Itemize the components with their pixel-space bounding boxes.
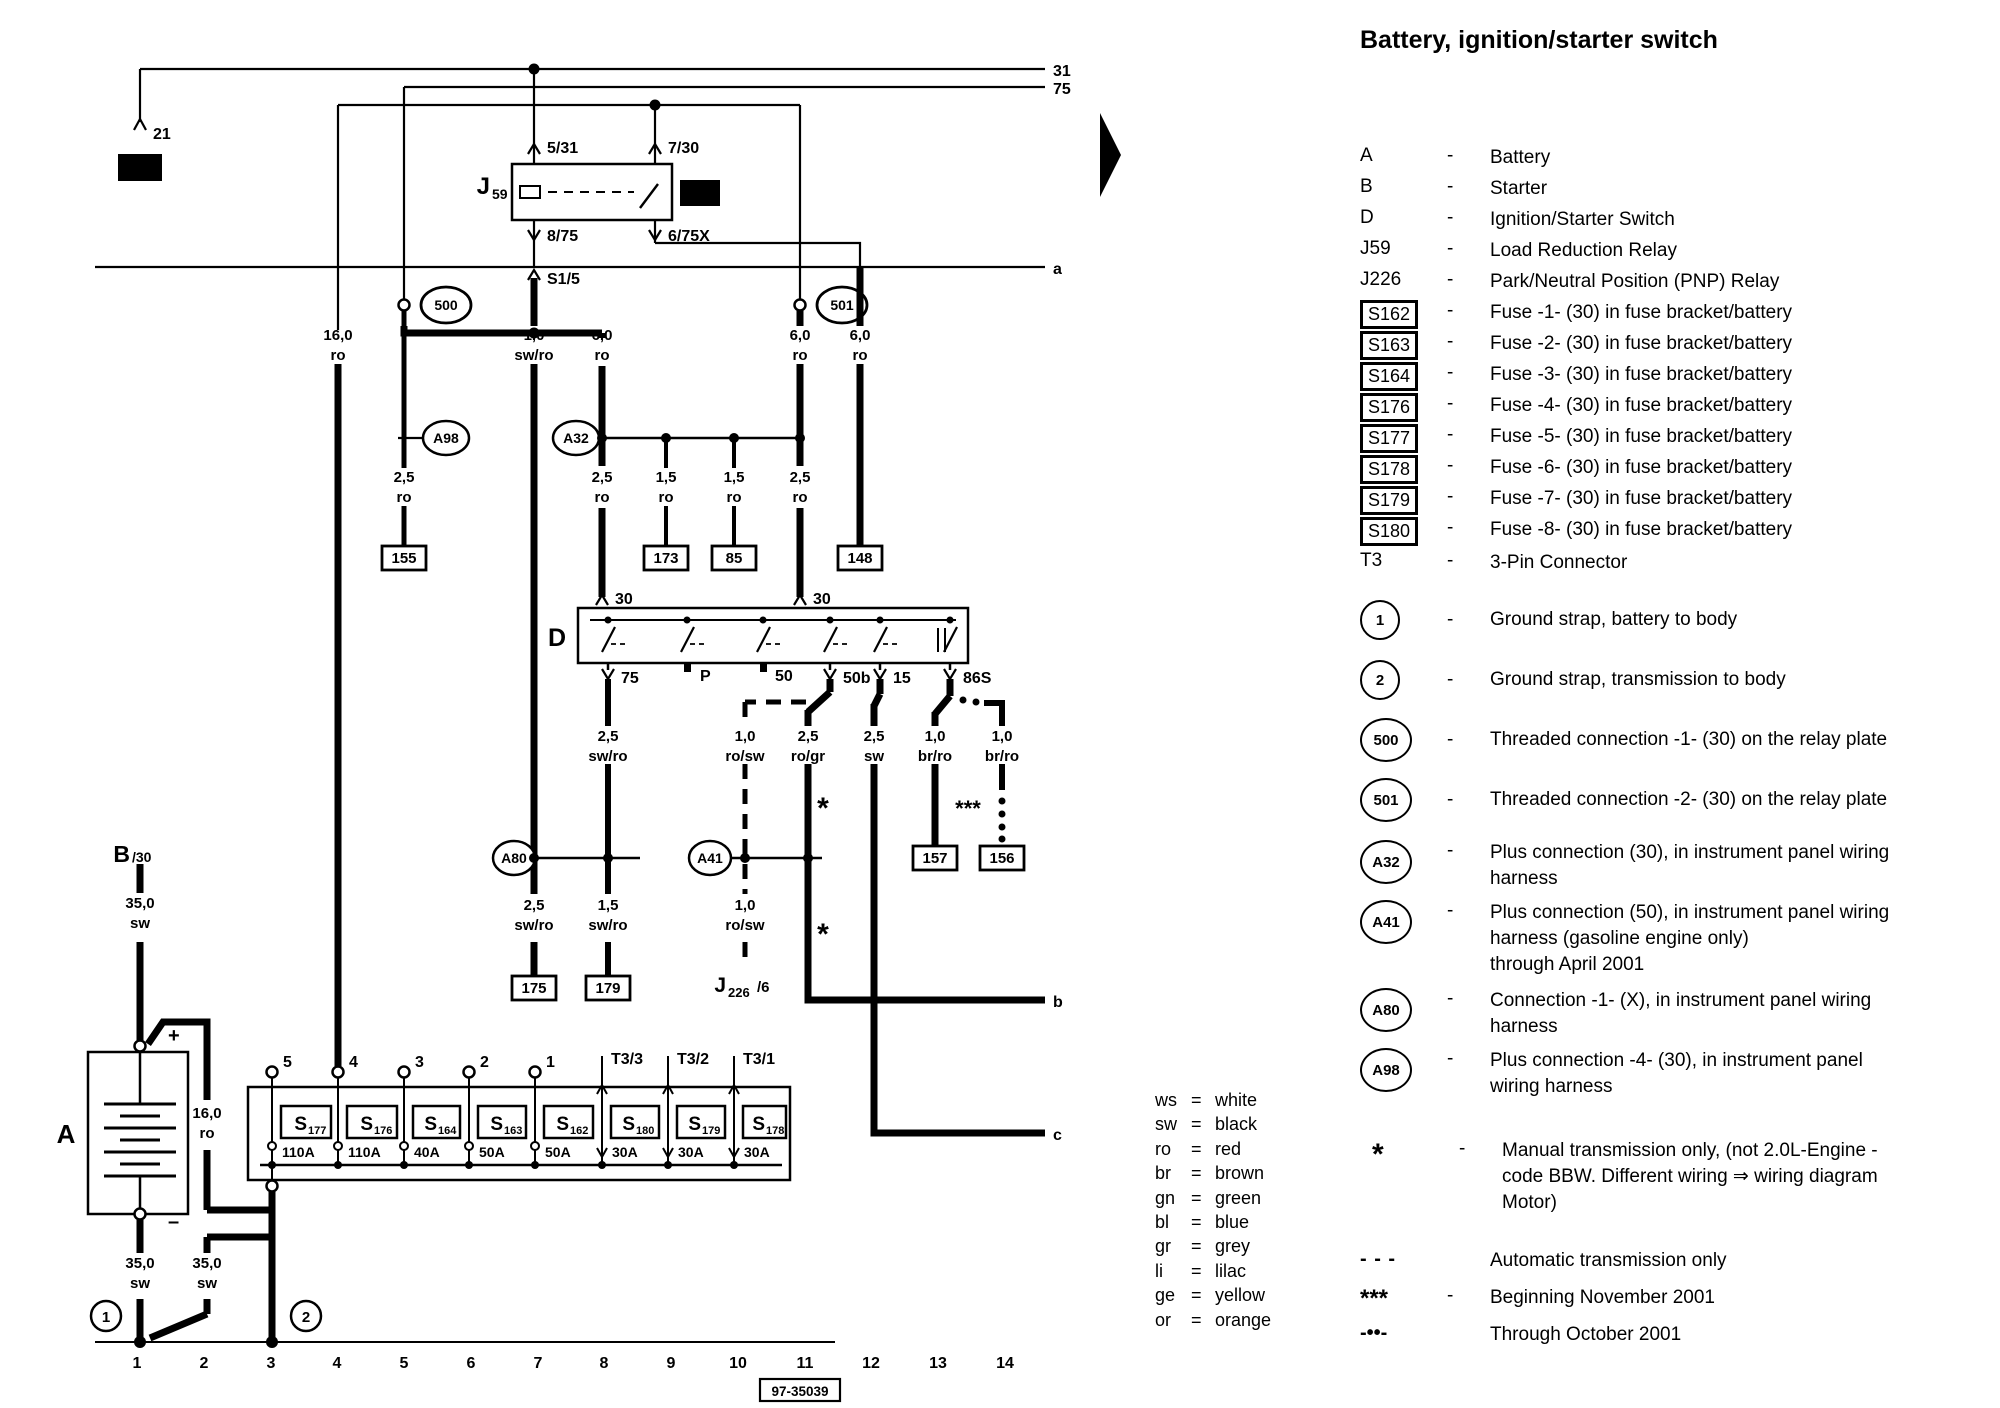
track-number: 1 [132, 1355, 142, 1372]
legend-dash: - [1447, 207, 1454, 228]
wire-color-key [1155, 1088, 1271, 1332]
wire-label: 1,0 [991, 728, 1013, 745]
fuse-s177: S [294, 1114, 307, 1135]
legend-key: D [1360, 207, 1374, 228]
legend-desc-line: Motor) [1502, 1192, 1557, 1213]
legend-circle-row [1360, 660, 1786, 700]
conn-a41-icon: A41 [1360, 900, 1412, 944]
ground-2-icon: 2 [1360, 660, 1400, 700]
j226-sub: 226 [728, 985, 750, 1000]
wire-label: sw/ro [588, 917, 628, 934]
wire-label: ro [792, 489, 808, 506]
legend-desc: Ground strap, transmission to body [1490, 669, 1786, 690]
legend-dash: - [1459, 1138, 1466, 1159]
switch-d-name: D [547, 624, 566, 652]
fb-pin1: 1 [546, 1054, 555, 1071]
equals: = [1191, 1090, 1202, 1110]
relay-t-5-31: 5/31 [547, 140, 579, 157]
switch-d-tp: P [700, 668, 711, 685]
battery-a-label: A [56, 1119, 76, 1149]
fuse-s177-amp: 110A [282, 1144, 315, 1160]
track-number: 3 [266, 1355, 276, 1372]
legend-key: J226 [1360, 269, 1402, 290]
conn-500-label: 500 [434, 297, 458, 313]
legend-component-row [1360, 176, 1547, 202]
legend-note-row [1360, 1138, 1878, 1216]
legend-desc-line: Plus connection (50), in instrument panel wiring [1490, 902, 1890, 923]
legend-desc: Through October 2001 [1490, 1324, 1682, 1345]
legend-dash: - [1447, 900, 1454, 921]
wire-label: 2,5 [797, 728, 819, 745]
wire-label: sw/ro [514, 917, 554, 934]
wire-label: 2,5 [789, 469, 811, 486]
equals: = [1191, 1163, 1202, 1184]
wire-label: ro [726, 489, 742, 506]
equals: = [1191, 1187, 1202, 1208]
legend-note-row [1360, 1322, 1681, 1348]
tbox-85: 85 [725, 550, 743, 567]
legend-dash: - [1447, 238, 1454, 259]
switch-d-t50: 50 [775, 668, 793, 685]
legend-desc: Fuse -5- (30) in fuse bracket/battery [1490, 426, 1793, 447]
legend-circle-row [1360, 900, 1889, 978]
legend-desc: Fuse -8- (30) in fuse bracket/battery [1490, 519, 1793, 540]
legend-dash: - [1447, 269, 1454, 290]
star-note: * [817, 792, 829, 825]
legend-fuse-row [1360, 486, 1792, 515]
star-note: * [817, 918, 829, 951]
j226-name: J [714, 974, 726, 997]
fb-pin3: 3 [415, 1054, 424, 1071]
track-arrow-21-label: 21 [153, 126, 171, 143]
wire-label: br/ro [917, 748, 953, 765]
wire-label: sw [196, 1275, 218, 1292]
conn-a98-label: A98 [433, 430, 459, 446]
wire-label: 1,5 [655, 469, 677, 486]
legend-dash: - [1447, 550, 1454, 571]
tbox-157: 157 [922, 850, 948, 867]
wire-label: ro/gr [790, 748, 826, 765]
track-number: 7 [533, 1355, 543, 1372]
legend-dash: - [1447, 486, 1454, 507]
wire-label: 35,0 [125, 1255, 155, 1272]
color-code-row [1155, 1161, 1271, 1185]
fuse-s163: S [490, 1114, 503, 1135]
color-code-row [1155, 1112, 1271, 1136]
legend-desc-line: Plus connection -4- (30), in instrument panel [1490, 1050, 1863, 1071]
color-code-row [1155, 1259, 1271, 1283]
legend-dash: - [1447, 300, 1454, 321]
tbox-148: 148 [847, 550, 873, 567]
color-name: white [1215, 1090, 1258, 1110]
color-code-row [1155, 1210, 1271, 1234]
wire-label: sw [129, 1275, 151, 1292]
fuse-s163-amp: 50A [479, 1144, 505, 1160]
equals: = [1191, 1138, 1202, 1159]
conn-a80-icon: A80 [1360, 988, 1412, 1032]
legend-key: B [1360, 176, 1373, 197]
wire-label: ro [594, 489, 610, 506]
tbox-179: 179 [595, 980, 621, 997]
legend-dash: - [1447, 840, 1454, 861]
dashed-line-symbol: - - - [1360, 1248, 1397, 1270]
track-number: 2 [199, 1355, 209, 1372]
track-ref-2-label: 2 [695, 185, 705, 202]
triple-star-symbol: *** [1360, 1285, 1389, 1312]
color-code-row [1155, 1308, 1271, 1332]
legend-note-row [1360, 1285, 1715, 1313]
equals: = [1191, 1285, 1202, 1306]
wire-label: 1,5 [597, 897, 619, 914]
fuse-s180-sub: 180 [636, 1125, 655, 1137]
legend-fuse-key: S177 [1360, 424, 1418, 453]
wire-label: br/ro [984, 748, 1020, 765]
legend-component-row [1360, 269, 1779, 295]
relay-t-8-75: 8/75 [547, 228, 579, 245]
legend-desc-line: code BBW. Different wiring ⇒ wiring diagram [1502, 1166, 1878, 1187]
wire-label: 16,0 [323, 327, 353, 344]
legend-circle-row [1360, 718, 1887, 762]
legend-component-row [1360, 145, 1550, 171]
legend-t3-row [1360, 550, 1627, 576]
wire-label: 1,5 [723, 469, 745, 486]
ground-1-icon: 1 [1360, 600, 1400, 640]
starter-b30-sub: /30 [132, 849, 152, 865]
legend-dash: - [1447, 988, 1454, 1009]
legend-desc-line: harness [1490, 868, 1558, 889]
legend-circle-row [1360, 988, 1871, 1040]
track-number: 14 [996, 1355, 1014, 1372]
ground-1-label: 1 [101, 1309, 111, 1326]
legend-component-row [1360, 207, 1675, 233]
wire-label: 6,0 [789, 327, 811, 344]
switch-d-t30b: 30 [813, 591, 831, 608]
color-name: black [1215, 1114, 1258, 1135]
legend-desc: Automatic transmission only [1490, 1250, 1727, 1271]
fuse-s180: S [622, 1114, 635, 1135]
wire-label: 6,0 [591, 327, 613, 344]
relay-t-7-30: 7/30 [668, 140, 700, 157]
wire-label: 2,5 [597, 728, 619, 745]
wire-label: 1,0 [734, 897, 756, 914]
color-name: brown [1215, 1163, 1265, 1184]
legend-circle-row [1360, 840, 1889, 892]
color-abbr: sw [1155, 1114, 1177, 1135]
legend-key: A [1360, 145, 1373, 166]
color-name: orange [1215, 1309, 1272, 1330]
tbox-173: 173 [653, 550, 679, 567]
legend-desc-line: harness [1490, 1016, 1558, 1037]
color-abbr: gn [1155, 1187, 1176, 1208]
color-code-row [1155, 1137, 1271, 1161]
wire-label: 2,5 [591, 469, 613, 486]
fb-t31: T3/1 [743, 1051, 776, 1068]
track-number: 10 [729, 1355, 747, 1372]
legend-desc-line: Manual transmission only, (not 2.0L-Engine - [1502, 1140, 1878, 1161]
equals: = [1191, 1309, 1202, 1330]
legend-desc: Load Reduction Relay [1490, 240, 1677, 261]
legend-dash: - [1447, 609, 1454, 630]
fuse-s178-sub: 178 [766, 1125, 785, 1137]
legend-dash: - [1447, 393, 1454, 414]
legend-component-row [1360, 238, 1677, 264]
color-name: lilac [1215, 1260, 1247, 1281]
fuse-s179-amp: 30A [678, 1144, 704, 1160]
legend-desc: Park/Neutral Position (PNP) Relay [1490, 271, 1780, 292]
wire-label: ro [852, 347, 868, 364]
color-name: red [1215, 1138, 1242, 1159]
ground-2-label: 2 [301, 1309, 311, 1326]
rail-75-label: 75 [1053, 81, 1071, 98]
legend-desc: Fuse -6- (30) in fuse bracket/battery [1490, 457, 1793, 478]
legend-dash: - [1447, 362, 1454, 383]
fb-pin5: 5 [283, 1054, 292, 1071]
track-number: 8 [599, 1355, 609, 1372]
legend-fuse-key: S179 [1360, 486, 1418, 515]
conn-501-label: 501 [830, 297, 854, 313]
color-name: yellow [1215, 1285, 1266, 1306]
battery-plus: + [168, 1025, 180, 1047]
tbox-155: 155 [391, 550, 417, 567]
conn-500-icon: 500 [1360, 718, 1412, 762]
legend-dash: - [1447, 1048, 1454, 1069]
color-name: blue [1215, 1212, 1250, 1233]
equals: = [1191, 1260, 1202, 1281]
fuse-s177-sub: 177 [308, 1125, 327, 1137]
fuse-s162-amp: 50A [545, 1144, 571, 1160]
wire-label: 35,0 [192, 1255, 222, 1272]
legend-fuse-key: S178 [1360, 455, 1418, 484]
relay-sub: 59 [492, 186, 508, 202]
star-symbol: * [1372, 1138, 1384, 1171]
s1-5-label: S1/5 [547, 271, 580, 288]
legend-desc: Battery [1490, 147, 1551, 168]
relay-t-6-75x: 6/75X [668, 228, 710, 245]
legend-title: Battery, ignition/starter switch [1360, 26, 1718, 54]
legend-desc-line: Connection -1- (X), in instrument panel wiring [1490, 990, 1872, 1011]
fuse-s179: S [688, 1114, 701, 1135]
legend-fuse-row [1360, 517, 1792, 546]
color-name: green [1215, 1187, 1262, 1208]
legend-desc: Ignition/Starter Switch [1490, 209, 1675, 230]
legend-desc: Fuse -1- (30) in fuse bracket/battery [1490, 302, 1793, 323]
legend-fuse-row [1360, 393, 1792, 422]
legend-dash: - [1447, 729, 1454, 750]
fuse-s180-amp: 30A [612, 1144, 638, 1160]
conn-a98-icon: A98 [1360, 1048, 1412, 1092]
switch-d-t30a: 30 [615, 591, 633, 608]
fuse-s164-amp: 40A [414, 1144, 440, 1160]
fuse-s164-sub: 164 [438, 1125, 457, 1137]
fuse-s179-sub: 179 [702, 1125, 721, 1137]
color-abbr: ge [1155, 1285, 1176, 1306]
legend-desc: Beginning November 2001 [1490, 1287, 1715, 1308]
legend-dash: - [1447, 517, 1454, 538]
conn-a80-label: A80 [501, 850, 527, 866]
legend-desc: Ground strap, battery to body [1490, 609, 1738, 630]
legend-desc-line: Plus connection (30), in instrument panel wiring [1490, 842, 1890, 863]
legend-dash: - [1447, 1285, 1454, 1306]
legend-desc-line: through April 2001 [1490, 954, 1645, 975]
conn-a32-label: A32 [563, 430, 589, 446]
legend-fuse-row [1360, 362, 1792, 391]
legend-circle-row [1360, 778, 1887, 822]
legend-desc-line: harness (gasoline engine only) [1490, 928, 1749, 949]
rail-31-label: 31 [1053, 63, 1071, 80]
color-code-row [1155, 1234, 1271, 1258]
color-code-row [1155, 1186, 1271, 1210]
track-number: 6 [466, 1355, 476, 1372]
wire-label: ro [594, 347, 610, 364]
color-abbr: ro [1155, 1138, 1172, 1159]
track-number: 11 [796, 1355, 814, 1372]
track-number: 9 [666, 1355, 676, 1372]
legend-desc: Threaded connection -1- (30) on the relay plate [1490, 729, 1888, 750]
color-abbr: or [1155, 1309, 1172, 1330]
wire-label: sw [863, 748, 885, 765]
legend-desc: Threaded connection -2- (30) on the relay plate [1490, 789, 1888, 810]
wire-label: 2,5 [523, 897, 545, 914]
fuse-s163-sub: 163 [504, 1125, 523, 1137]
triple-star-note: *** [955, 796, 981, 821]
tbox-156: 156 [989, 850, 1015, 867]
legend-desc-line: wiring harness [1490, 1076, 1613, 1097]
legend-dash: - [1447, 669, 1454, 690]
fb-t33: T3/3 [611, 1051, 644, 1068]
switch-d-t15: 15 [893, 670, 911, 687]
legend-fuse-row [1360, 455, 1792, 484]
rail-c-label: c [1053, 1127, 1062, 1144]
color-abbr: ws [1155, 1090, 1177, 1110]
tbox-175: 175 [521, 980, 547, 997]
legend-desc: Fuse -4- (30) in fuse bracket/battery [1490, 395, 1793, 416]
color-code-row [1155, 1283, 1271, 1307]
legend-circle-row [1360, 600, 1737, 640]
track-number: 4 [332, 1355, 342, 1372]
switch-d-t50b: 50b [843, 670, 871, 687]
wire-label: 2,5 [863, 728, 885, 745]
legend-fuse-key: S162 [1360, 300, 1418, 329]
conn-501-icon: 501 [1360, 778, 1412, 822]
fuse-s162: S [556, 1114, 569, 1135]
color-name: grey [1215, 1236, 1251, 1257]
legend-desc: Fuse -2- (30) in fuse bracket/battery [1490, 333, 1793, 354]
wire-label: sw/ro [514, 347, 554, 364]
doc-number: 97-35039 [771, 1384, 829, 1399]
legend-fuse-key: S164 [1360, 362, 1418, 391]
legend-dash: - [1447, 789, 1454, 810]
wire-label: sw/ro [588, 748, 628, 765]
switch-d-t75: 75 [621, 670, 639, 687]
wire-label: 1,0 [523, 327, 545, 344]
relay-name: J [476, 173, 490, 200]
fuse-s176: S [360, 1114, 373, 1135]
legend-fuse-key: S180 [1360, 517, 1418, 546]
track-number: 12 [862, 1355, 880, 1372]
fb-t32: T3/2 [677, 1051, 710, 1068]
wire-label: ro/sw [725, 917, 765, 934]
legend-key: T3 [1360, 550, 1383, 571]
legend-fuse-row [1360, 331, 1792, 360]
track-number: 13 [929, 1355, 947, 1372]
conn-a32-icon: A32 [1360, 840, 1412, 884]
wire-label: ro [330, 347, 346, 364]
legend-dash: - [1447, 424, 1454, 445]
fb-pin2: 2 [480, 1054, 489, 1071]
color-abbr: li [1155, 1260, 1163, 1281]
conn-a41-label: A41 [697, 850, 723, 866]
starter-b-label: B [113, 841, 130, 867]
fuse-s164: S [424, 1114, 437, 1135]
equals: = [1191, 1114, 1202, 1135]
fuse-s162-sub: 162 [570, 1125, 589, 1137]
color-abbr: bl [1155, 1212, 1170, 1233]
wire-label: ro [396, 489, 412, 506]
track-ref-4-label: 4 [135, 160, 145, 177]
legend-desc: Fuse -7- (30) in fuse bracket/battery [1490, 488, 1793, 509]
equals: = [1191, 1212, 1202, 1233]
track-number: 5 [399, 1355, 409, 1372]
wire-label: ro/sw [725, 748, 765, 765]
legend-desc: Fuse -3- (30) in fuse bracket/battery [1490, 364, 1793, 385]
dotted-line-symbol: -••- [1360, 1322, 1388, 1344]
wire-label: 1,0 [734, 728, 756, 745]
switch-d-t86s: 86S [963, 670, 992, 687]
rail-a-label: a [1053, 261, 1062, 278]
fuse-s176-sub: 176 [374, 1125, 393, 1137]
legend-dash: - [1447, 176, 1454, 197]
legend-desc: Starter [1490, 178, 1548, 199]
legend-key: J59 [1360, 238, 1391, 259]
wire-label: 2,5 [393, 469, 415, 486]
fuse-s178-amp: 30A [744, 1144, 770, 1160]
wire-label: 1,0 [924, 728, 946, 745]
legend-dash: - [1447, 455, 1454, 476]
wire-label: 6,0 [849, 327, 871, 344]
wire-label: 35,0 [125, 895, 155, 912]
legend-dash: - [1447, 331, 1454, 352]
wire-label: ro [792, 347, 808, 364]
legend-fuse-key: S176 [1360, 393, 1418, 422]
fuse-s178: S [752, 1114, 765, 1135]
wire-label: ro [658, 489, 674, 506]
color-abbr: gr [1155, 1236, 1172, 1257]
color-code-row [1155, 1088, 1271, 1112]
color-abbr: br [1155, 1163, 1172, 1184]
wire-label: ro [199, 1125, 215, 1142]
legend-desc: 3-Pin Connector [1490, 552, 1628, 573]
legend-circle-row [1360, 1048, 1863, 1100]
battery-minus: – [168, 1211, 180, 1233]
legend-note-row [1360, 1248, 1727, 1274]
equals: = [1191, 1236, 1202, 1257]
fuse-s176-amp: 110A [348, 1144, 381, 1160]
j226-pin: /6 [757, 979, 770, 996]
wire-label: sw [129, 915, 151, 932]
legend-dash: - [1447, 145, 1454, 166]
fb-pin4: 4 [349, 1054, 358, 1071]
wire-label: 16,0 [192, 1105, 222, 1122]
rail-b-label: b [1053, 994, 1063, 1011]
legend-fuse-row [1360, 424, 1792, 453]
legend-fuse-row [1360, 300, 1792, 329]
legend-fuse-key: S163 [1360, 331, 1418, 360]
